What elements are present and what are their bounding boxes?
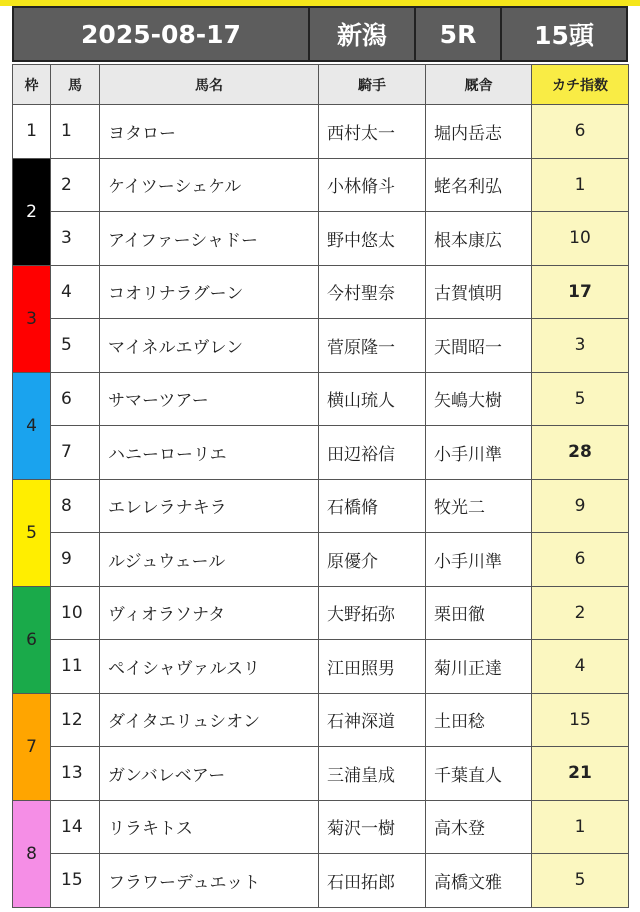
trainer-cell: 高木登	[426, 800, 532, 854]
table-row	[13, 212, 629, 266]
kachi-index-cell: 4	[532, 640, 629, 694]
waku-cell: 8	[13, 800, 51, 907]
trainer-cell: 小手川準	[426, 533, 532, 587]
horse-number-cell: 6	[51, 372, 100, 426]
column-header-uma: 馬	[51, 65, 100, 105]
trainer-cell: 千葉直人	[426, 747, 532, 801]
horse-name-cell: マイネルエヴレン	[100, 319, 319, 373]
kachi-index-cell: 1	[532, 800, 629, 854]
kachi-index-cell: 28	[532, 426, 629, 480]
horse-name-cell: ダイタエリュシオン	[100, 693, 319, 747]
race-header	[12, 6, 628, 62]
horse-number-cell: 10	[51, 586, 100, 640]
horse-name-cell: リラキトス	[100, 800, 319, 854]
horse-name-cell: ヨタロー	[100, 105, 319, 159]
table-header-row	[13, 65, 629, 105]
table-row	[13, 640, 629, 694]
column-header-waku: 枠	[13, 65, 51, 105]
horse-number-cell: 11	[51, 640, 100, 694]
kachi-index-cell: 17	[532, 265, 629, 319]
jockey-cell: 石神深道	[319, 693, 426, 747]
horse-number-cell: 7	[51, 426, 100, 480]
kachi-index-cell: 5	[532, 854, 629, 908]
horse-name-cell: ハニーローリエ	[100, 426, 319, 480]
horse-number-cell: 9	[51, 533, 100, 587]
horse-number-cell: 3	[51, 212, 100, 266]
trainer-cell: 栗田徹	[426, 586, 532, 640]
kachi-index-cell: 1	[532, 158, 629, 212]
kachi-index-cell: 10	[532, 212, 629, 266]
trainer-cell: 根本康広	[426, 212, 532, 266]
horse-number-cell: 15	[51, 854, 100, 908]
trainer-cell: 高橋文雅	[426, 854, 532, 908]
horse-name-cell: フラワーデュエット	[100, 854, 319, 908]
entries-body	[13, 105, 629, 908]
jockey-cell: 野中悠太	[319, 212, 426, 266]
jockey-cell: 横山琉人	[319, 372, 426, 426]
waku-cell: 5	[13, 479, 51, 586]
table-row	[13, 533, 629, 587]
column-header-jockey: 騎手	[319, 65, 426, 105]
table-row	[13, 265, 629, 319]
horse-number-cell: 13	[51, 747, 100, 801]
table-row	[13, 479, 629, 533]
horse-name-cell: ルジュウェール	[100, 533, 319, 587]
jockey-cell: 西村太一	[319, 105, 426, 159]
jockey-cell: 大野拓弥	[319, 586, 426, 640]
waku-cell: 4	[13, 372, 51, 479]
horse-number-cell: 5	[51, 319, 100, 373]
jockey-cell: 菊沢一樹	[319, 800, 426, 854]
kachi-index-cell: 3	[532, 319, 629, 373]
waku-cell: 2	[13, 158, 51, 265]
table-row	[13, 158, 629, 212]
table-row	[13, 747, 629, 801]
waku-cell: 7	[13, 693, 51, 800]
waku-cell: 3	[13, 265, 51, 372]
jockey-cell: 石橋脩	[319, 479, 426, 533]
horse-name-cell: ヴィオラソナタ	[100, 586, 319, 640]
kachi-index-cell: 6	[532, 105, 629, 159]
runner-count: 15頭	[502, 8, 626, 60]
kachi-index-cell: 5	[532, 372, 629, 426]
waku-cell: 1	[13, 105, 51, 159]
jockey-cell: 今村聖奈	[319, 265, 426, 319]
kachi-index-cell: 15	[532, 693, 629, 747]
trainer-cell: 小手川準	[426, 426, 532, 480]
horse-name-cell: ケイツーシェケル	[100, 158, 319, 212]
trainer-cell: 土田稔	[426, 693, 532, 747]
kachi-index-cell: 21	[532, 747, 629, 801]
column-header-trainer: 厩舎	[426, 65, 532, 105]
table-row	[13, 800, 629, 854]
horse-name-cell: ペイシャヴァルスリ	[100, 640, 319, 694]
horse-name-cell: ガンバレベアー	[100, 747, 319, 801]
waku-cell: 6	[13, 586, 51, 693]
table-row	[13, 426, 629, 480]
jockey-cell: 三浦皇成	[319, 747, 426, 801]
jockey-cell: 原優介	[319, 533, 426, 587]
horse-name-cell: サマーツアー	[100, 372, 319, 426]
table-row	[13, 586, 629, 640]
table-row	[13, 693, 629, 747]
kachi-index-cell: 6	[532, 533, 629, 587]
horse-name-cell: エレレラナキラ	[100, 479, 319, 533]
trainer-cell: 天間昭一	[426, 319, 532, 373]
jockey-cell: 田辺裕信	[319, 426, 426, 480]
race-number: 5R	[416, 8, 502, 60]
jockey-cell: 江田照男	[319, 640, 426, 694]
horse-name-cell: アイファーシャドー	[100, 212, 319, 266]
column-header-horse-name: 馬名	[100, 65, 319, 105]
table-row	[13, 372, 629, 426]
table-row	[13, 319, 629, 373]
kachi-index-cell: 2	[532, 586, 629, 640]
trainer-cell: 古賀慎明	[426, 265, 532, 319]
trainer-cell: 矢嶋大樹	[426, 372, 532, 426]
trainer-cell: 堀内岳志	[426, 105, 532, 159]
horse-number-cell: 4	[51, 265, 100, 319]
race-venue: 新潟	[310, 8, 416, 60]
horse-number-cell: 2	[51, 158, 100, 212]
trainer-cell: 蛯名利弘	[426, 158, 532, 212]
table-row	[13, 105, 629, 159]
kachi-index-cell: 9	[532, 479, 629, 533]
race-date: 2025-08-17	[14, 8, 310, 60]
entries-table	[12, 64, 629, 908]
horse-number-cell: 12	[51, 693, 100, 747]
horse-number-cell: 8	[51, 479, 100, 533]
trainer-cell: 牧光二	[426, 479, 532, 533]
jockey-cell: 菅原隆一	[319, 319, 426, 373]
horse-number-cell: 14	[51, 800, 100, 854]
horse-number-cell: 1	[51, 105, 100, 159]
column-header-kachi-index: カチ指数	[532, 65, 629, 105]
trainer-cell: 菊川正達	[426, 640, 532, 694]
table-row	[13, 854, 629, 908]
horse-name-cell: コオリナラグーン	[100, 265, 319, 319]
jockey-cell: 石田拓郎	[319, 854, 426, 908]
jockey-cell: 小林脩斗	[319, 158, 426, 212]
